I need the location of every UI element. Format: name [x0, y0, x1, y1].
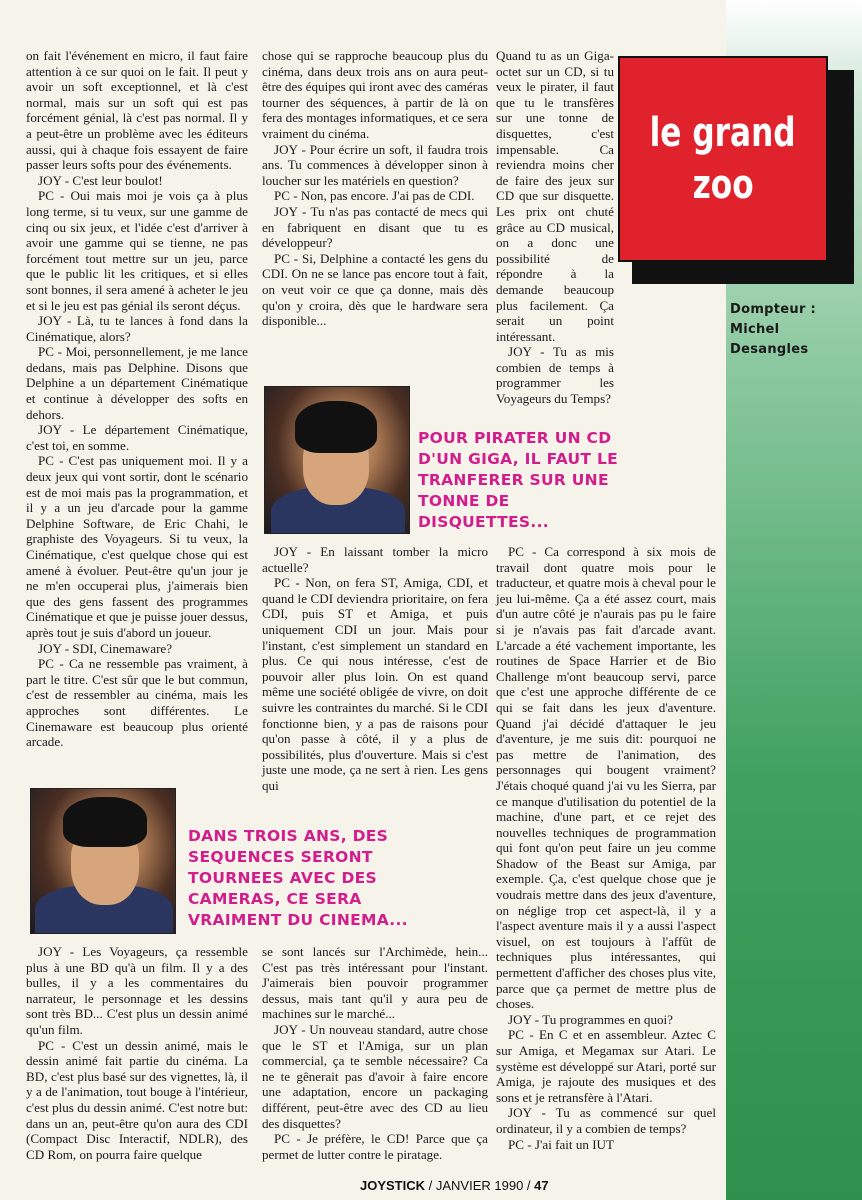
- section-title-line1: le grand: [649, 110, 797, 156]
- paragraph: JOY - Un nouveau standard, autre chose que le ST et l'Amiga, sur un plan commercial, ça te semble nécessaire? Ca ne te gênerait pas d'avoir à faire encore une adaptation, encore un packaging différent, peut-être avec des CD au lieu des disquettes?: [262, 1021, 488, 1131]
- paragraph: JOY - Tu n'as pas contacté de mecs qui en fabriquent en disant que tu es développeur?: [262, 203, 488, 251]
- paragraph: PC - Si, Delphine a contacté les gens du CDI. On ne se lance pas encore tout à fait, on veut voir ce que ça donne, mais dès qu'on y croira, dès que le hardware sera disponible...: [262, 250, 488, 329]
- credit-label: Dompteur :: [730, 302, 816, 317]
- paragraph: JOY - Tu as commencé sur quel ordinateur, il y a combien de temps?: [496, 1105, 716, 1136]
- footer-magazine: JOYSTICK: [360, 1178, 426, 1193]
- footer-issue: / JANVIER 1990 /: [428, 1178, 531, 1193]
- footer-page-number: 47: [534, 1178, 549, 1193]
- section-title-box: [618, 56, 828, 262]
- paragraph: JOY - Les Voyageurs, ça ressemble plus à une BD qu'à un film. Il y a des bulles, il y a les commentaires du narrateur, le personnage et les dessins sont très BD... C'est plus un dessin animé qu'un film.: [26, 944, 248, 1037]
- paragraph: JOY - Là, tu te lances à fond dans la Cinématique, alors?: [26, 313, 248, 344]
- column-2: [262, 48, 488, 329]
- paragraph: JOY - Le département Cinématique, c'est toi, en somme.: [26, 422, 248, 453]
- paragraph: Quand tu as un Giga-octet sur un CD, si tu veux le pirater, il faut que tu le transfères sur une tonne de disquettes, c'est impensable. Ca reviendra moins cher de faire des jeux sur CD que sur disquette. Les prix ont chuté grâce au CD musical, on a donc une possibilité de répondre à la demande beaucoup plus facilement. Ça serait un point intéressant.: [496, 48, 614, 344]
- bottom-column-1: [26, 944, 248, 1162]
- paragraph: se sont lancés sur l'Archimède, hein... C'est pas très intéressant pour l'instant. J'aimerais bien pouvoir programmer dessus, mais tant qu'il y aura peu de machines sur le marché...: [262, 944, 488, 1022]
- paragraph: JOY - Tu programmes en quoi?: [508, 1011, 673, 1027]
- photo-interviewee-2: [30, 788, 176, 934]
- paragraph: PC - Ca correspond à six mois de travail dont quatre mois pour le traducteur, et quatre mois à cheval pour le jeu lui-même. Ça a été assez court, mais d'un autre côté je n'aurais pas pu le faire si je n'avais pas fait d'arcade avant. L'arcade a été vachement importante, les routines de Space Harrier et de Bio Challenge m'ont beaucoup servi, parce que c'est une approche différente de ce qui se fait dans les jeux d'aventure. Quand j'ai décidé d'attaquer le jeu d'aventure, je me suis dit: pourquoi ne pas mettre de l'animation, des personnages qui bougent vraiment? J'étais choqué quand j'ai vu les Sierra, par ce manque d'utilisation du potentiel de la machine, d'une part, et ce rejet des nouvelles techniques de programmation qui font qu'on peut faire un jeu comme Shadow of the Beast sur Amiga, par exemple. Ça, c'est quelque chose que je voudrais mettre dans des jeux d'aventure, on néglige trop cet aspect-là, il y a l'aspect aventure mais il y a aussi l'aspect visuel, on est toujours à l'affût de techniques plus intéressantes, qui permettent d'afficher des choses plus vite, parce que ça permet de mettre plus de choses.: [496, 544, 716, 1012]
- paragraph: PC - Ca ne ressemble pas vraiment, à part le titre. C'est sûr que le but commun, c'est de ressembler au cinéma, mais les approches sont différentes. Le Cinemaware est beaucoup plus orienté arcade.: [26, 656, 248, 750]
- paragraph: JOY - C'est leur boulot!: [38, 172, 163, 188]
- paragraph: JOY - Tu as mis combien de temps à programmer les Voyageurs du Temps?: [496, 344, 614, 407]
- section-title-line2: zoo: [692, 162, 754, 208]
- paragraph: PC - Non, on fera ST, Amiga, CDI, et quand le CDI deviendra prioritaire, on fera CDI, puis ST et Amiga, et puis uniquement CDI un jour. Mais pour l'instant, c'est simplement un standard en plus. Ce qui nous intéresse, c'est de pouvoir aller plus loin. On est quand même une société obligée de vivre, on doit suivre les contraintes du marché. Si le CDI fonctionne bien, y a pas de raisons pour qu'on passe à côté, il y a plus de possibilités, plus d'ouverture. Mais si c'est juste une mode, ça ne sert à rien. Les gens qui: [262, 575, 488, 793]
- photo-interviewee-1: [264, 386, 410, 534]
- paragraph: PC - Je préfère, le CD! Parce que ça permet de lutter contre le piratage.: [262, 1131, 488, 1162]
- paragraph: PC - En C et en assembleur. Aztec C sur Amiga, et Megamax sur Atari. Le système est développé sur Atari, porté sur Amiga, je rajoute des musiques et des sons et je retransfère à l'Atari.: [496, 1027, 716, 1105]
- bottom-column-2: [262, 944, 488, 1162]
- paragraph: PC - Moi, personnellement, je me lance dedans, mais pas Delphine. Disons que Delphine a un département Cinématique et continue à développer des softs en dehors.: [26, 344, 248, 422]
- credit-name2: Desangles: [730, 342, 809, 357]
- paragraph: PC - C'est pas uniquement moi. Il y a deux jeux qui vont sortir, dont le scénario est de moi mais pas la programmation, et il y a un jeu d'arcade pour la gamme Delphine Software, de Eric Chahi, le graphiste des Voyageurs. Si tu veux, la Cinématique, c'est quelque chose qui est amené à évoluer. Peut-être qu'un jour je ne m'en occuperai plus, j'aimerais bien que des gens fassent des programmes Cinématique et que je puisse jouer dessus, après tout je suis d'abord un joueur.: [26, 453, 248, 640]
- paragraph: on fait l'événement en micro, il faut faire attention à ce sur quoi on le fait. Il peut y avoir un soft exceptionnel, et là c'est normal, mais sur un soft qui est pas forcément génial, là c'est pas normal. Il y a peut-être un problème avec les éditeurs aussi, qui à chaque fois essayent de faire passer leurs softs pour des événements.: [26, 48, 248, 173]
- paragraph: JOY - En laissant tomber la micro actuelle?: [262, 544, 488, 575]
- column-3: [496, 48, 614, 407]
- column-2-middle: [262, 544, 488, 794]
- column-3-lower: [496, 544, 716, 1152]
- column-1: [26, 48, 248, 750]
- paragraph: chose qui se rapproche beaucoup plus du cinéma, dans deux trois ans on aura peut-être des équipes qui iront avec des caméras tourner des séquences, à partir de là on fera des montages informatiques, et ce sera vraiment du cinéma.: [262, 48, 488, 141]
- paragraph: PC - Non, pas encore. J'ai pas de CDI.: [274, 188, 475, 204]
- credit: [730, 300, 816, 360]
- paragraph: JOY - Pour écrire un soft, il faudra trois ans. Tu commences à développer sinon à loucher sur les matériels en question?: [262, 141, 488, 188]
- pullquote-1: POUR PIRATER UN CD D'UN GIGA, IL FAUT LE TRANFERER SUR UNE TONNE DE DISQUETTES...: [418, 429, 619, 531]
- paragraph: PC - C'est un dessin animé, mais le dessin animé fait partie du cinéma. La BD, c'est plus basé sur des vignettes, là, il y a de l'animation, tout bouge à l'intérieur, c'est plus du dessin animé. C'est notre but: dans un an, peut-être qu'on aura des CDI (Compact Disc Interactif, NDLR), des CD Rom, on pourra faire quelque: [26, 1037, 248, 1162]
- credit-name1: Michel: [730, 322, 780, 337]
- paragraph: JOY - SDI, Cinemaware?: [38, 640, 173, 656]
- page-footer: [360, 1178, 549, 1193]
- paragraph: PC - Oui mais moi je vois ça à plus long terme, si tu veux, sur une gamme de cinq ou six jeux, et l'idée c'est d'arriver à avoir une gamme qui se tienne, ne pas forcément tout mettre sur un jeu, parce que le public lit les critiques, et si elles sont bonnes, il sera amené à acheter le jeu et si le jeu est pas génial ils seront déçus.: [26, 188, 248, 313]
- pullquote-2: DANS TROIS ANS, DES SEQUENCES SERONT TOURNEES AVEC DES CAMERAS, CE SERA VRAIMENT DU CINEMA...: [188, 827, 408, 929]
- paragraph: PC - J'ai fait un IUT: [508, 1136, 615, 1152]
